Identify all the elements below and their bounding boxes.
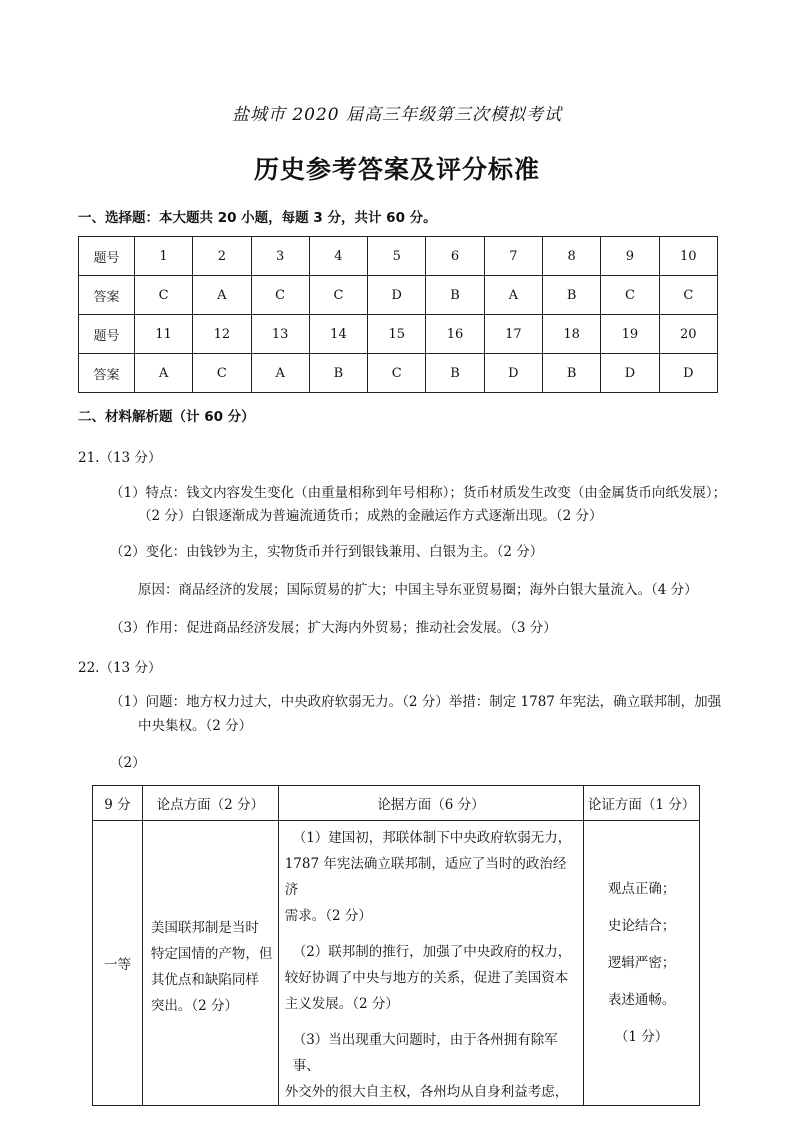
evidence-line: 外交外的很大自主权，各州均从自身利益考虑，: [284, 1084, 569, 1100]
question-number: 14: [309, 315, 367, 354]
evidence-line: （1）建国初，邦联体制下中央政府软弱无力，: [292, 830, 572, 846]
question-number: 18: [542, 315, 600, 354]
document-title: 历史参考答案及评分标准: [253, 155, 540, 184]
thesis-line: 其优点和缺陷同样: [150, 972, 259, 988]
rubric-header-thesis: 论点方面（2 分）: [142, 786, 278, 821]
question-number: 2: [193, 237, 251, 276]
rubric-header-argument: 论证方面（1 分）: [584, 786, 700, 821]
argument-line: 表述通畅。: [607, 991, 676, 1008]
table-row: [79, 315, 718, 354]
answer-cell: C: [368, 354, 426, 393]
row-label: 答案: [79, 354, 135, 393]
answer-cell: C: [309, 276, 367, 315]
q21-part3: （3）作用：促进商品经济发展；扩大海内外贸易；推动社会发展。（3 分）: [110, 620, 557, 636]
argument-line: 史论结合；: [607, 917, 676, 934]
argument-line: 逻辑严密；: [607, 954, 676, 971]
question-number: 1: [134, 237, 192, 276]
evidence-point-1: [285, 825, 577, 929]
answer-cell: C: [659, 276, 717, 315]
q21-part2: （2）变化：由钱钞为主，实物货币并行到银钱兼用、白银为主。（2 分）: [110, 544, 544, 560]
question-number: 10: [659, 237, 717, 276]
answer-cell: D: [484, 354, 542, 393]
answer-cell: D: [659, 354, 717, 393]
argument-cell: [584, 821, 700, 1106]
question-number: 4: [309, 237, 367, 276]
q22-part2-label: （2）: [110, 755, 146, 771]
question-number: 7: [484, 237, 542, 276]
thesis-line: 美国联邦制是当时: [150, 920, 259, 936]
q22-part1-line2: 中央集权。（2 分）: [138, 718, 253, 734]
q21-part1-line2: （2 分）白银逐渐成为普遍流通货币；成熟的金融运作方式逐渐出现。（2 分）: [138, 508, 603, 524]
row-label: 题号: [79, 237, 135, 276]
question-number: 3: [251, 237, 309, 276]
table-header-row: [93, 786, 700, 821]
answer-cell: C: [601, 276, 659, 315]
answer-cell: D: [601, 354, 659, 393]
q21-title: 21.（13 分）: [78, 450, 162, 466]
table-row: [93, 821, 700, 1106]
answer-cell: B: [426, 276, 484, 315]
answer-cell: B: [542, 276, 600, 315]
evidence-point-3: [285, 1027, 577, 1105]
question-number: 16: [426, 315, 484, 354]
answer-cell: A: [484, 276, 542, 315]
rubric-header-evidence: 论据方面（6 分）: [278, 786, 583, 821]
section-2-heading: 二、材料解析题（计 60 分）: [78, 409, 255, 425]
argument-line: 观点正确；: [607, 880, 676, 897]
q21-part1-line1: （1）特点：钱文内容发生变化（由重量相称到年号相称）；货币材质发生改变（由金属货币向纸发展）；: [110, 485, 727, 501]
evidence-line: （3）当出现重大问题时，由于各州拥有除军事、: [292, 1032, 558, 1074]
scoring-rubric-table: [92, 785, 700, 1106]
question-number: 11: [134, 315, 192, 354]
evidence-cell: [278, 821, 583, 1106]
thesis-cell: [142, 821, 278, 1106]
answer-cell: C: [251, 276, 309, 315]
row-label: 答案: [79, 276, 135, 315]
answer-cell: D: [368, 276, 426, 315]
grade-cell: 一等: [93, 821, 143, 1106]
question-number: 8: [542, 237, 600, 276]
thesis-line: 特定国情的产物，但: [150, 946, 273, 962]
question-number: 20: [659, 315, 717, 354]
q22-title: 22.（13 分）: [78, 660, 162, 676]
question-number: 15: [368, 315, 426, 354]
question-number: 9: [601, 237, 659, 276]
evidence-line: 较好协调了中央与地方的关系，促进了美国资本: [284, 970, 569, 986]
answer-cell: A: [251, 354, 309, 393]
argument-score: （1 分）: [614, 1028, 669, 1045]
section-1-heading: 一、选择题：本大题共 20 小题，每题 3 分，共计 60 分。: [78, 210, 437, 226]
evidence-line: 主义发展。（2 分）: [284, 996, 399, 1012]
table-row: [79, 237, 718, 276]
question-number: 17: [484, 315, 542, 354]
question-number: 19: [601, 315, 659, 354]
evidence-line: 需求。（2 分）: [284, 908, 372, 924]
question-number: 5: [368, 237, 426, 276]
q21-part2-reason: 原因：商品经济的发展；国际贸易的扩大；中国主导东亚贸易圈；海外白银大量流入。（4 分）: [138, 582, 698, 598]
evidence-point-2: [285, 939, 577, 1017]
evidence-line: 1787 年宪法确立联邦制，适应了当时的政治经济: [284, 856, 567, 898]
answer-cell: B: [542, 354, 600, 393]
thesis-line: 突出。（2 分）: [150, 998, 239, 1014]
answer-cell: C: [134, 276, 192, 315]
exam-title: 盐城市 2020 届高三年级第三次模拟考试: [231, 105, 563, 125]
answer-cell: C: [193, 354, 251, 393]
q22-part1-line1: （1）问题：地方权力过大，中央政府软弱无力。（2 分）举措：制定 1787 年宪法，确立联邦制，加强: [110, 694, 722, 710]
answer-cell: A: [193, 276, 251, 315]
answer-cell: A: [134, 354, 192, 393]
table-row: [79, 276, 718, 315]
answer-cell: B: [309, 354, 367, 393]
question-number: 12: [193, 315, 251, 354]
question-number: 6: [426, 237, 484, 276]
answer-cell: B: [426, 354, 484, 393]
question-number: 13: [251, 315, 309, 354]
row-label: 题号: [79, 315, 135, 354]
rubric-header-score: 9 分: [93, 786, 143, 821]
table-row: [79, 354, 718, 393]
multiple-choice-answer-table: [78, 236, 718, 393]
evidence-line: （2）联邦制的推行，加强了中央政府的权力，: [292, 944, 572, 960]
